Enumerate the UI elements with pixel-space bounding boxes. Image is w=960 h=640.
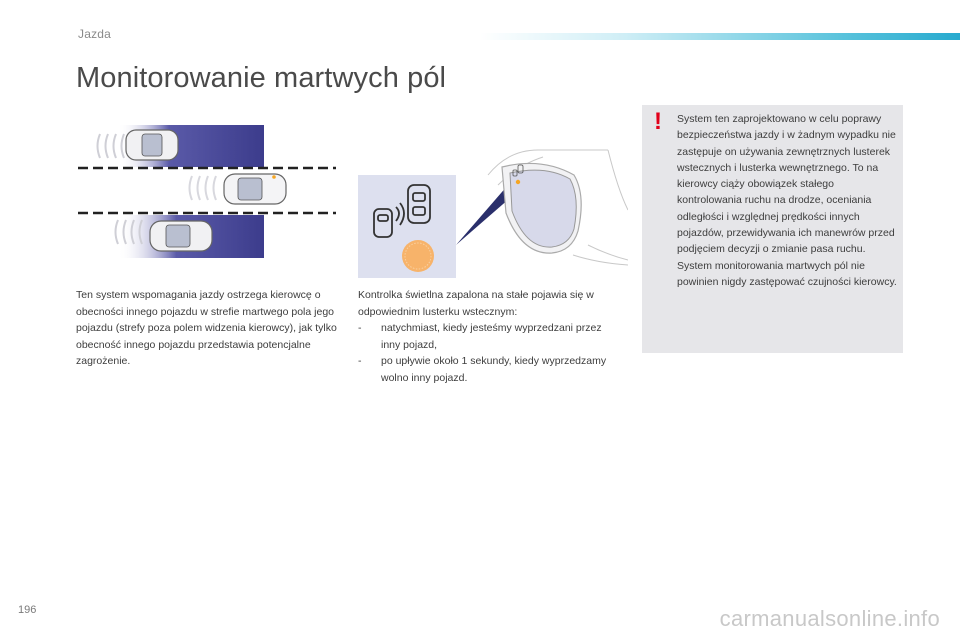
car-bottom [150, 221, 212, 251]
car-own [224, 174, 286, 204]
mirror-indicator-illustration [358, 145, 628, 280]
bullet-dash: - [358, 322, 362, 334]
list-item [358, 320, 618, 353]
intro-paragraph: Ten system wspomagania jazdy ostrzega kierowcę o obecności innego pojazdu w strefie martwego pola jego pojazdu (strefy poza polem widzenia kierowcy), jak tylko obecność innego pojazdu przedstawia potencjalne zagrożenie. [76, 289, 337, 367]
car-top [126, 130, 178, 160]
page-number: 196 [18, 604, 37, 616]
indicator-light [402, 240, 434, 272]
warning-text: System ten zaprojektowano w celu poprawy bezpieczeństwa jazdy i w żadnym wypadku nie zastępuje on używania zewnętrznych lusterek wstecznych i lusterka wewnętrznego. To na kierowcy ciąży obowiązek stałego kontrolowania ruchu na drodze, oceniania odległości i względnej prędkości innych pojazdów, przewidywania ich manewrów przed podjęciem decyzji o zmianie pasa ruchu. System monitorowania martwych pól nie powinien nigdy zastępować czujności kierowcy. [677, 113, 897, 288]
indicator-intro: Kontrolka świetlna zapalona na stałe pojawia się w odpowiednim lusterku wstecznym: [358, 289, 594, 318]
bullet-text: natychmiast, kiedy jesteśmy wyprzedzani przez inny pojazd, [381, 322, 602, 351]
watermark: carmanualsonline.info [719, 606, 940, 631]
list-item [358, 353, 618, 386]
header-bar [480, 33, 960, 40]
section-label: Jazda [78, 27, 112, 41]
bullet-text: po upływie około 1 sekundy, kiedy wyprzedzamy wolno inny pojazd. [381, 355, 607, 384]
side-mirror [502, 163, 581, 253]
warning-icon: ! [654, 108, 662, 135]
sensor-waves-middle [190, 176, 217, 200]
page-title: Monitorowanie martwych pól [76, 62, 447, 94]
blind-spot-diagram [78, 120, 338, 260]
bullet-dash: - [358, 355, 362, 367]
indicator-paragraph [358, 287, 618, 386]
